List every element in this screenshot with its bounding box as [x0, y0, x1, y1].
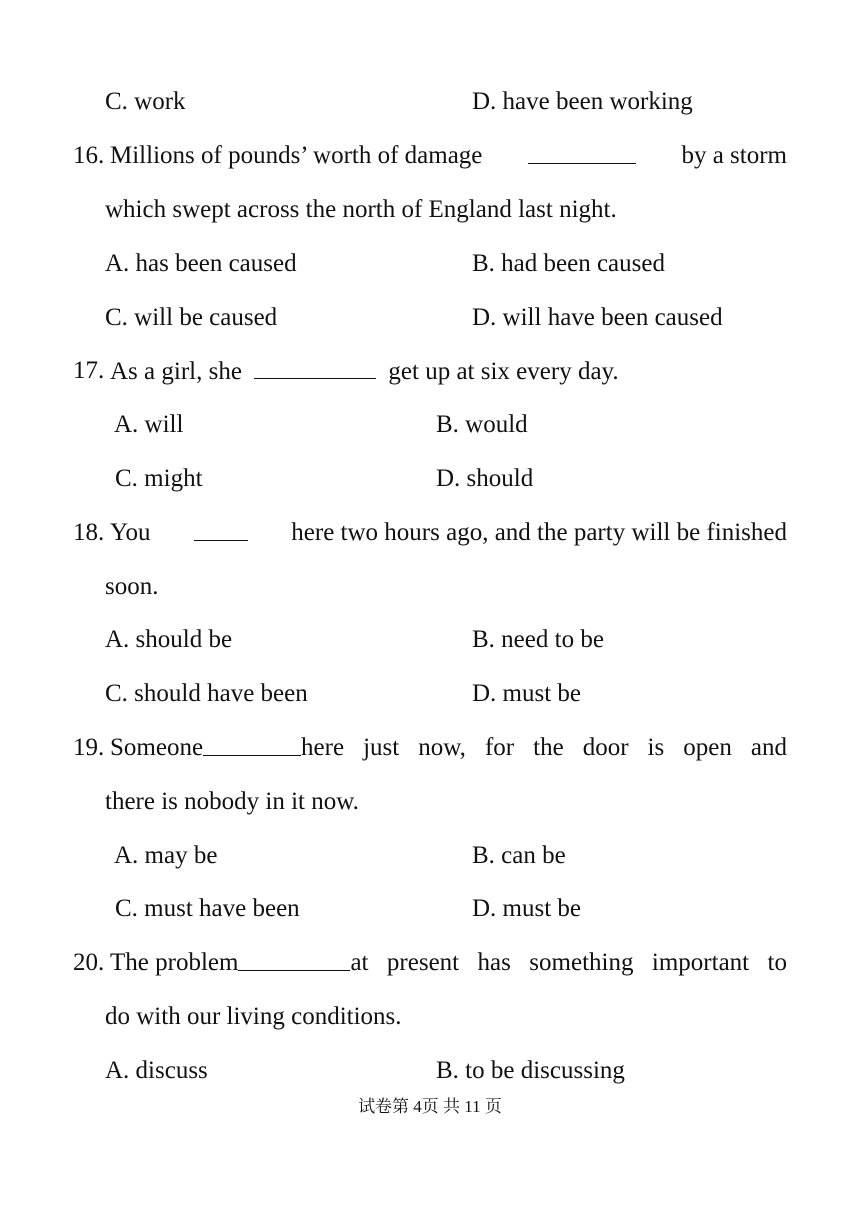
- q19-stem-after-blank: here just now, for the door is open and: [301, 734, 787, 761]
- q19-answer-blank: [203, 733, 301, 756]
- q19-stem-line2: there is nobody in it now.: [105, 788, 359, 815]
- q17-stem-before-blank: As a girl, she: [110, 358, 242, 385]
- q17-answer-blank: [254, 356, 376, 379]
- q16-answer-blank: [528, 141, 636, 164]
- q16-option-a: A. has been caused: [105, 250, 297, 277]
- q16-stem-line1: [110, 141, 787, 171]
- q16-option-d: D. will have been caused: [472, 304, 723, 331]
- q19-option-b: B. can be: [472, 842, 566, 869]
- q18-stem-after-blank: here two hours ago, and the party will be finished: [291, 519, 787, 546]
- q20-stem-after-blank: at present has something important to: [350, 949, 787, 976]
- q20-stem-before-blank: The problem: [110, 949, 239, 976]
- q20-stem-line2: do with our living conditions.: [105, 1003, 402, 1030]
- q17-number: 17.: [73, 357, 105, 384]
- q20-option-a: A. discuss: [105, 1057, 208, 1084]
- q15-option-d: D. have been working: [472, 88, 693, 115]
- q18-stem-line2: soon.: [105, 573, 159, 600]
- q17-stem-after-blank: get up at six every day.: [388, 358, 619, 385]
- q20-option-b: B. to be discussing: [436, 1057, 625, 1084]
- q18-option-a: A. should be: [105, 626, 233, 653]
- q19-stem-lead: [110, 733, 301, 763]
- q16-option-b: B. had been caused: [472, 250, 665, 277]
- q18-option-c: C. should have been: [105, 680, 308, 707]
- q19-option-d: D. must be: [472, 895, 582, 922]
- q19-number: 19.: [73, 734, 105, 761]
- q17-option-a: A. will: [114, 411, 184, 438]
- q17-stem: [110, 356, 619, 387]
- q19-option-c: C. must have been: [115, 895, 300, 922]
- q18-stem-before-blank: You: [110, 519, 151, 546]
- q19-stem-line1: [110, 733, 787, 763]
- q18-number: 18.: [73, 519, 105, 546]
- q20-answer-blank: [238, 948, 350, 971]
- q16-stem-before-blank: Millions of pounds’ worth of damage: [110, 142, 483, 169]
- q18-answer-blank: [194, 518, 248, 541]
- q17-option-c: C. might: [115, 465, 203, 492]
- page-footer: 试卷第 4页 共 11 页: [358, 1097, 502, 1116]
- q20-stem-line1: [110, 948, 787, 978]
- q15-option-c: C. work: [105, 88, 186, 115]
- q16-option-c: C. will be caused: [105, 304, 278, 331]
- q19-option-a: A. may be: [114, 842, 218, 869]
- q20-number: 20.: [73, 949, 105, 976]
- q19-stem-before-blank: Someone: [110, 734, 204, 761]
- q17-option-d: D. should: [436, 465, 534, 492]
- q16-number: 16.: [73, 142, 105, 169]
- q18-stem-line1: [110, 518, 787, 548]
- q18-option-d: D. must be: [472, 680, 582, 707]
- q16-stem-after-blank: by a storm: [681, 142, 787, 169]
- q16-stem-line2: which swept across the north of England last night.: [105, 196, 617, 223]
- q17-option-b: B. would: [436, 411, 528, 438]
- q20-stem-lead: [110, 948, 350, 978]
- q18-option-b: B. need to be: [472, 626, 604, 653]
